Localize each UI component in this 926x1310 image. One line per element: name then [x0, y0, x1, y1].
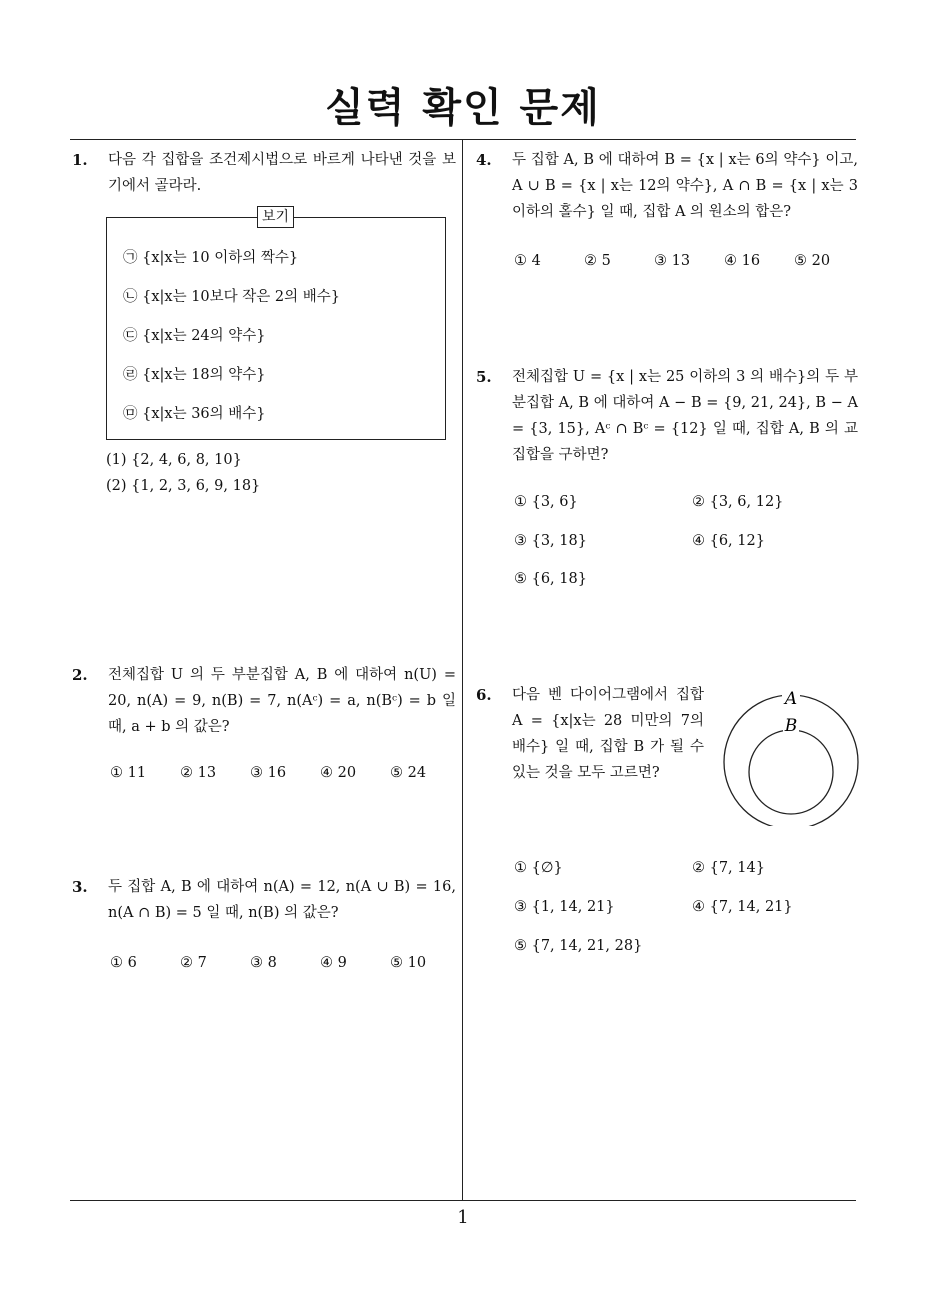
- choice-option[interactable]: ① 11: [110, 765, 147, 781]
- problem-text: 전체집합 U 의 두 부분집합 A, B 에 대하여 n(U) = 20, n(A) = 9, n(B) = 7, n(Aᶜ) = a, n(Bᶜ) = b 일 때, a + b 의 값은?: [108, 667, 456, 735]
- choice-option[interactable]: ② {3, 6, 12}: [692, 494, 784, 510]
- choice-option[interactable]: ① {∅}: [514, 860, 563, 876]
- choice-option[interactable]: ② 13: [180, 765, 217, 781]
- choice-option[interactable]: ⑤ 20: [794, 253, 831, 269]
- example-item: ㉡ {x|x는 10보다 작은 2의 배수}: [123, 289, 340, 305]
- example-item: ㉣ {x|x는 18의 약수}: [123, 367, 266, 383]
- venn-label-b: B: [784, 716, 798, 736]
- choice-option[interactable]: ④ {7, 14, 21}: [692, 899, 793, 915]
- choice-option[interactable]: ③ {1, 14, 21}: [514, 899, 615, 915]
- problem-text: 전체집합 U = {x | x는 25 이하의 3 의 배수}의 두 부분집합 A, B 에 대하여 A − B = {9, 21, 24}, B − A = {3, 15}, Aᶜ ∩ Bᶜ = {12} 일 때, 집합 A, B 의 교집합을 구하면?: [512, 369, 858, 463]
- choice-list: [514, 253, 864, 269]
- choice-option[interactable]: ② 5: [584, 253, 611, 269]
- problem-number: 5.: [476, 368, 492, 386]
- choice-option[interactable]: ① {3, 6}: [514, 494, 578, 510]
- choice-list: [110, 955, 460, 971]
- column-divider: [462, 139, 463, 1201]
- page-title: 실력 확인 문제: [325, 85, 601, 131]
- venn-diagram: [718, 680, 864, 826]
- answer-set-1: (1) {2, 4, 6, 8, 10}: [106, 452, 242, 468]
- choice-option[interactable]: ⑤ 10: [390, 955, 427, 971]
- choice-option[interactable]: ② 7: [180, 955, 207, 971]
- choice-list: [110, 765, 460, 781]
- choice-option[interactable]: ① 4: [514, 253, 541, 269]
- choice-option[interactable]: ⑤ 24: [390, 765, 427, 781]
- problem-number: 4.: [476, 151, 492, 169]
- example-box-label: 보기: [257, 206, 294, 228]
- problem-number: 6.: [476, 686, 492, 704]
- problem-number: 1.: [72, 151, 88, 169]
- choice-option[interactable]: ⑤ {6, 18}: [514, 571, 587, 587]
- choice-option[interactable]: ④ 9: [320, 955, 347, 971]
- problem-number: 2.: [72, 666, 88, 684]
- example-item: ㉢ {x|x는 24의 약수}: [123, 328, 266, 344]
- example-item: ㉤ {x|x는 36의 배수}: [123, 406, 266, 422]
- choice-option[interactable]: ① 6: [110, 955, 137, 971]
- problem-text: 두 집합 A, B 에 대하여 B = {x | x는 6의 약수} 이고, A ∪ B = {x | x는 12의 약수}, A ∩ B = {x | x는 3 이하의 홀수} 일 때, 집합 A 의 원소의 합은?: [512, 152, 858, 220]
- choice-option[interactable]: ③ {3, 18}: [514, 533, 587, 549]
- venn-label-a: A: [784, 689, 798, 709]
- bottom-rule: [70, 1200, 856, 1201]
- example-box: [106, 209, 446, 440]
- choice-option[interactable]: ③ 8: [250, 955, 277, 971]
- problem-text: 다음 벤 다이어그램에서 집합 A = {x|x는 28 미만의 7의 배수} 일 때, 집합 B 가 될 수 있는 것을 모두 고르면?: [512, 687, 704, 781]
- example-item: ㉠ {x|x는 10 이하의 짝수}: [123, 250, 299, 266]
- answer-set-2: (2) {1, 2, 3, 6, 9, 18}: [106, 478, 261, 494]
- problem-text: 두 집합 A, B 에 대하여 n(A) = 12, n(A ∪ B) = 16, n(A ∩ B) = 5 일 때, n(B) 의 값은?: [108, 879, 456, 921]
- problem-text: 다음 각 집합을 조건제시법으로 바르게 나타낸 것을 보기에서 골라라.: [108, 152, 456, 194]
- choice-option[interactable]: ④ 16: [724, 253, 761, 269]
- choice-option[interactable]: ② {7, 14}: [692, 860, 765, 876]
- top-rule: [70, 139, 856, 140]
- choice-option[interactable]: ④ 20: [320, 765, 357, 781]
- choice-option[interactable]: ③ 13: [654, 253, 691, 269]
- choice-option[interactable]: ④ {6, 12}: [692, 533, 765, 549]
- venn-outer-circle: [724, 695, 858, 826]
- problem-number: 3.: [72, 878, 88, 896]
- choice-option[interactable]: ⑤ {7, 14, 21, 28}: [514, 938, 643, 954]
- venn-inner-circle: [749, 730, 833, 814]
- page-number: 1: [457, 1207, 469, 1228]
- choice-option[interactable]: ③ 16: [250, 765, 287, 781]
